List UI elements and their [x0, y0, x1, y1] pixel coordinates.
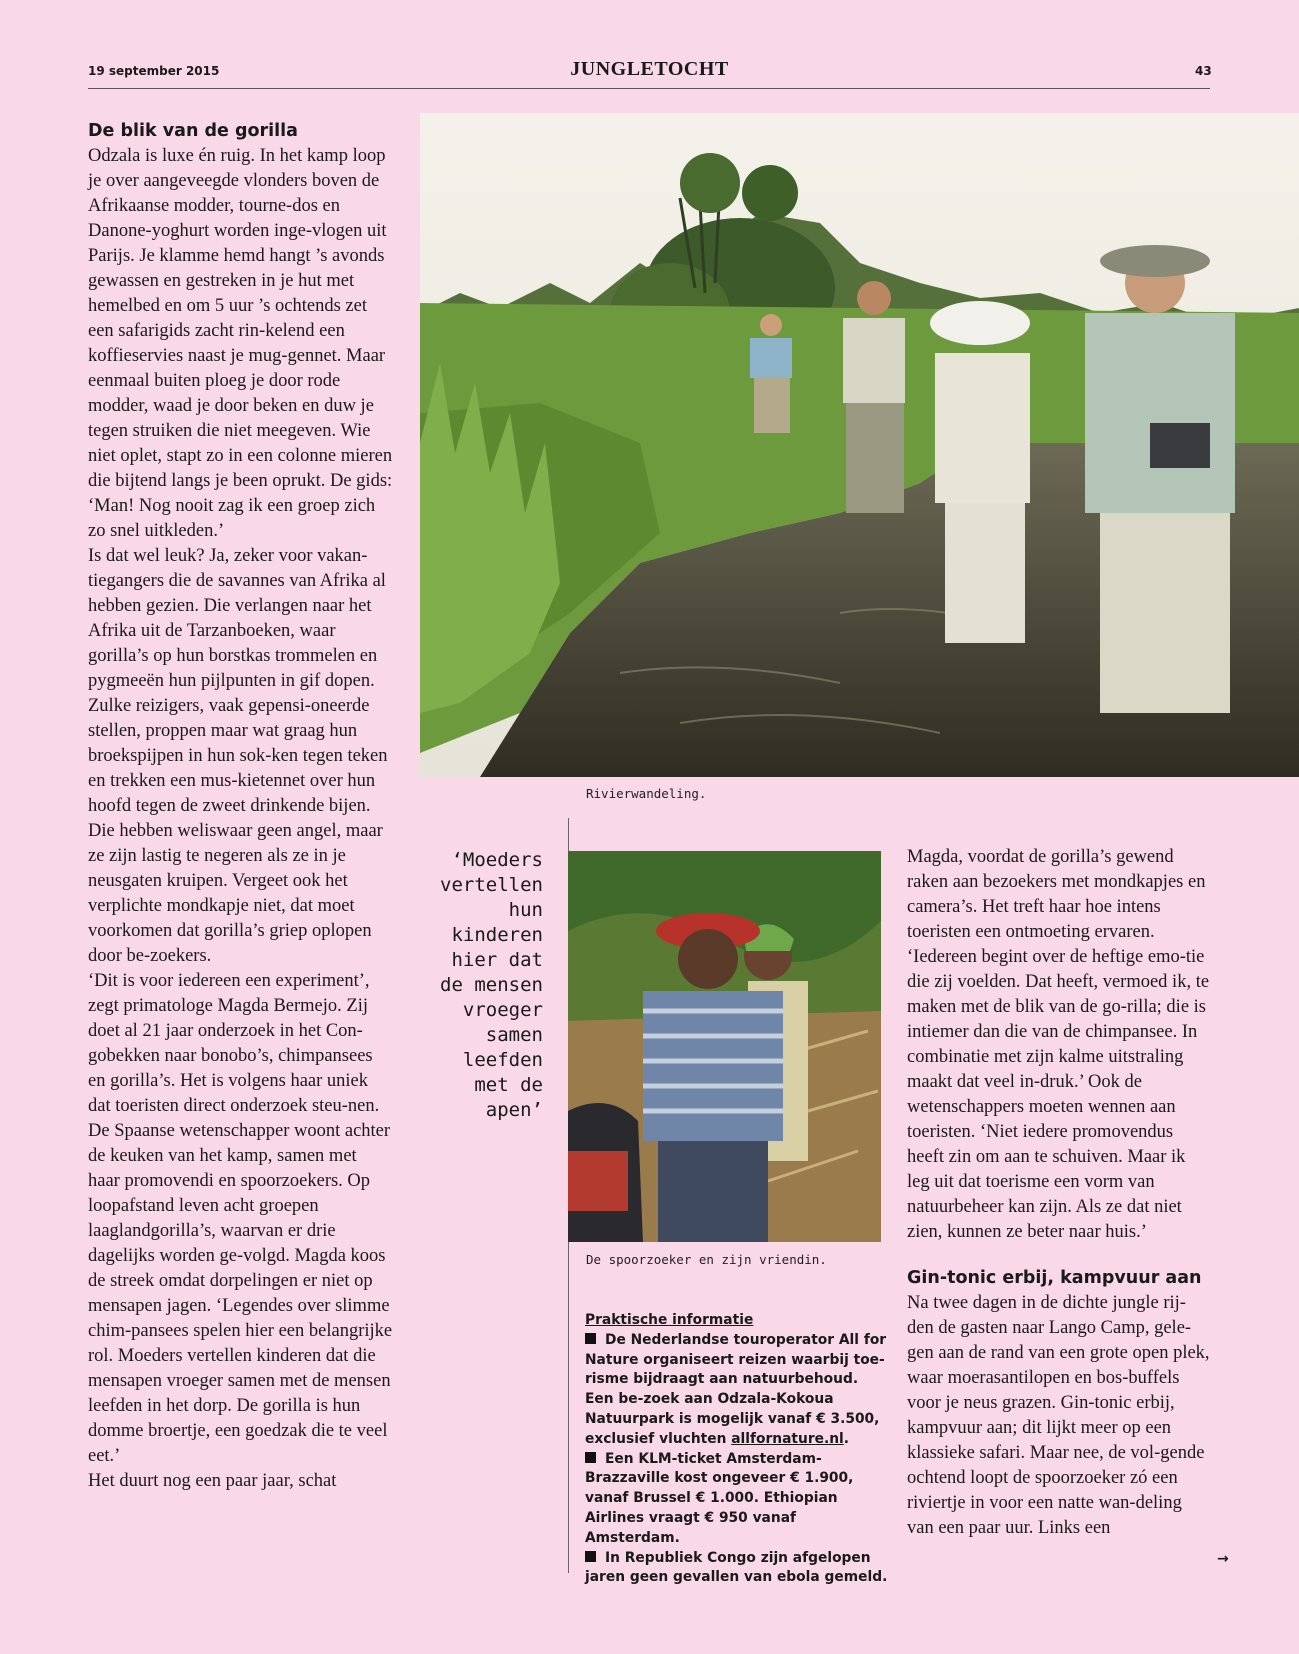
- photo-caption: De spoorzoeker en zijn vriendin.: [586, 1252, 827, 1267]
- info-item: [585, 1450, 890, 1549]
- website-link[interactable]: allfornature.nl: [731, 1430, 844, 1447]
- info-item-text: .: [843, 1430, 850, 1447]
- practical-info-box: [585, 1311, 890, 1588]
- paragraph: Het duurt nog een paar jaar, schat: [88, 1471, 337, 1491]
- header-divider: [88, 88, 1210, 89]
- continue-arrow-icon: →: [1217, 1551, 1229, 1567]
- article-subheading: Gin-tonic erbij, kampvuur aan: [907, 1268, 1202, 1288]
- info-item: [585, 1549, 890, 1589]
- info-item-text: Een KLM-ticket Amsterdam-Brazzaville kost ongeveer € 1.900, vanaf Brussel € 1.000. Ethiopian Airlines vraagt € 950 vanaf Amsterdam.: [585, 1450, 854, 1546]
- page-number: 43: [1195, 64, 1212, 78]
- article-column-1: [88, 120, 393, 1494]
- photo-caption: Rivierwandeling.: [586, 786, 707, 801]
- paragraph: Odzala is luxe én ruig. In het kamp loop je over aangeveegde vlonders boven de Afrikaanse modder, tourne-dos en Danone-yoghurt worden inge-vlogen uit Parijs. Je klamme hemd hangt ’s avonds gewassen en gestreken in je hut met hemelbed en om 5 uur ’s ochtends zet een safarigids zacht rin-kelend een koffieservies naast je mug-gennet. Maar eenmaal buiten ploeg je door rode modder, waad je door beken en duw je tegen struiken die niet meegeven. Wie niet oplet, stapt zo in een colonne mieren die bijtend langs je been oprukt. De gids: ‘Man! Nog nooit zag ik een groep zich zo snel uitkleden.’: [88, 146, 393, 541]
- article-column-3: [907, 845, 1212, 1541]
- paragraph: Magda, voordat de gorilla’s gewend raken aan bezoekers met mondkapjes en camera’s. Het treft haar hoe intens toeristen een ontmoeting ervaren. ‘Iedereen begint over de heftige emo-tie die zij voelden. Dat heeft, vermoed ik, te maken met de blik van de go-rilla; die is intiemer dan die van de chimpansee. In combinatie met zijn kalme uitstraling maakt dat veel in-druk.’ Ook de wetenschappers moeten wennen aan toeristen. ‘Niet iedere promovendus heeft zin om aan te schuiven. Maar ik leg uit dat toerisme een vorm van natuurbeheer kan zijn. Als ze dat niet zien, kunnen ze beter naar huis.’: [907, 847, 1210, 1242]
- bullet-square-icon: [585, 1333, 596, 1344]
- info-title: Praktische informatie: [585, 1312, 754, 1328]
- paragraph: Is dat wel leuk? Ja, zeker voor vakan-tiegangers die de savannes van Afrika al hebben gezien. Die verlangen naar het Afrika uit de Tarzanboeken, waar gorilla’s op hun borstkas trommelen en pygmeeën hun pijlpunten in gif dopen. Zulke reizigers, vaak gepensi-oneerde stellen, proppen maar wat graag hun broekspijpen in hun sok-ken tegen teken en trekken een mus-kietennet over hun hoofd tegen de zweet drinkende bijen. Die hebben weliswaar geen angel, maar ze zijn lastig te negeren als ze in je neusgaten kruipen. Vergeet ook het verplichte mondkapje niet, dat moet voorkomen dat gorilla’s griep oplopen door be-zoekers.: [88, 546, 388, 966]
- info-item: [585, 1331, 890, 1450]
- info-item-text: De Nederlandse touroperator All for Nature organiseert reizen waarbij toe-risme bijdraagt aan natuurbehoud. Een be-zoek aan Odzala-Kokoua Natuurpark is mogelijk vanaf € 3.500, exclusief vluchten: [585, 1331, 887, 1447]
- section-title: JUNGLETOCHT: [570, 58, 729, 80]
- bullet-square-icon: [585, 1551, 596, 1562]
- river-walk-photo: [420, 113, 1299, 777]
- bullet-square-icon: [585, 1452, 596, 1463]
- paragraph: Na twee dagen in de dichte jungle rij-den de gasten naar Lango Camp, gele-gen aan de rand van een grote open plek, waar moerasantilopen en bos-buffels voor je neus grazen. Gin-tonic erbij, kampvuur aan; dit lijkt meer op een klassieke safari. Maar nee, de vol-gende ochtend loopt de spoorzoeker zó een riviertje in voor een natte wan-deling van een paar uur. Links een: [907, 1293, 1210, 1538]
- info-item-text: In Republiek Congo zijn afgelopen jaren geen gevallen van ebola gemeld.: [585, 1549, 888, 1586]
- article-heading: De blik van de gorilla: [88, 121, 298, 141]
- pull-quote: ‘Moeders vertellen hun kinderen hier dat de mensen vroeger samen leefden met de apen’: [440, 849, 543, 1121]
- tracker-photo: [568, 851, 881, 1242]
- issue-date: 19 september 2015: [88, 64, 220, 78]
- paragraph: ‘Dit is voor iedereen een experiment’, zegt primatologe Magda Bermejo. Zij doet al 21 jaar onderzoek in het Con-gobekken naar bonobo’s, chimpansees en gorilla’s. Het is volgens haar uniek dat toeristen direct onderzoek steu-nen. De Spaanse wetenschapper woont achter de keuken van het kamp, samen met haar promovendi en spoorzoekers. Op loopafstand leven acht groepen laaglandgorilla’s, waarvan er drie dagelijks worden ge-volgd. Magda koos de streek omdat dorpelingen er niet op mensapen jagen. ‘Legendes over slimme chim-pansees spelen hier een belangrijke rol. Moeders vertellen kinderen dat die mensapen vroeger samen met de mensen leefden in het dorp. De gorilla is hun domme broertje, een goedzak die te veel eet.’: [88, 971, 393, 1466]
